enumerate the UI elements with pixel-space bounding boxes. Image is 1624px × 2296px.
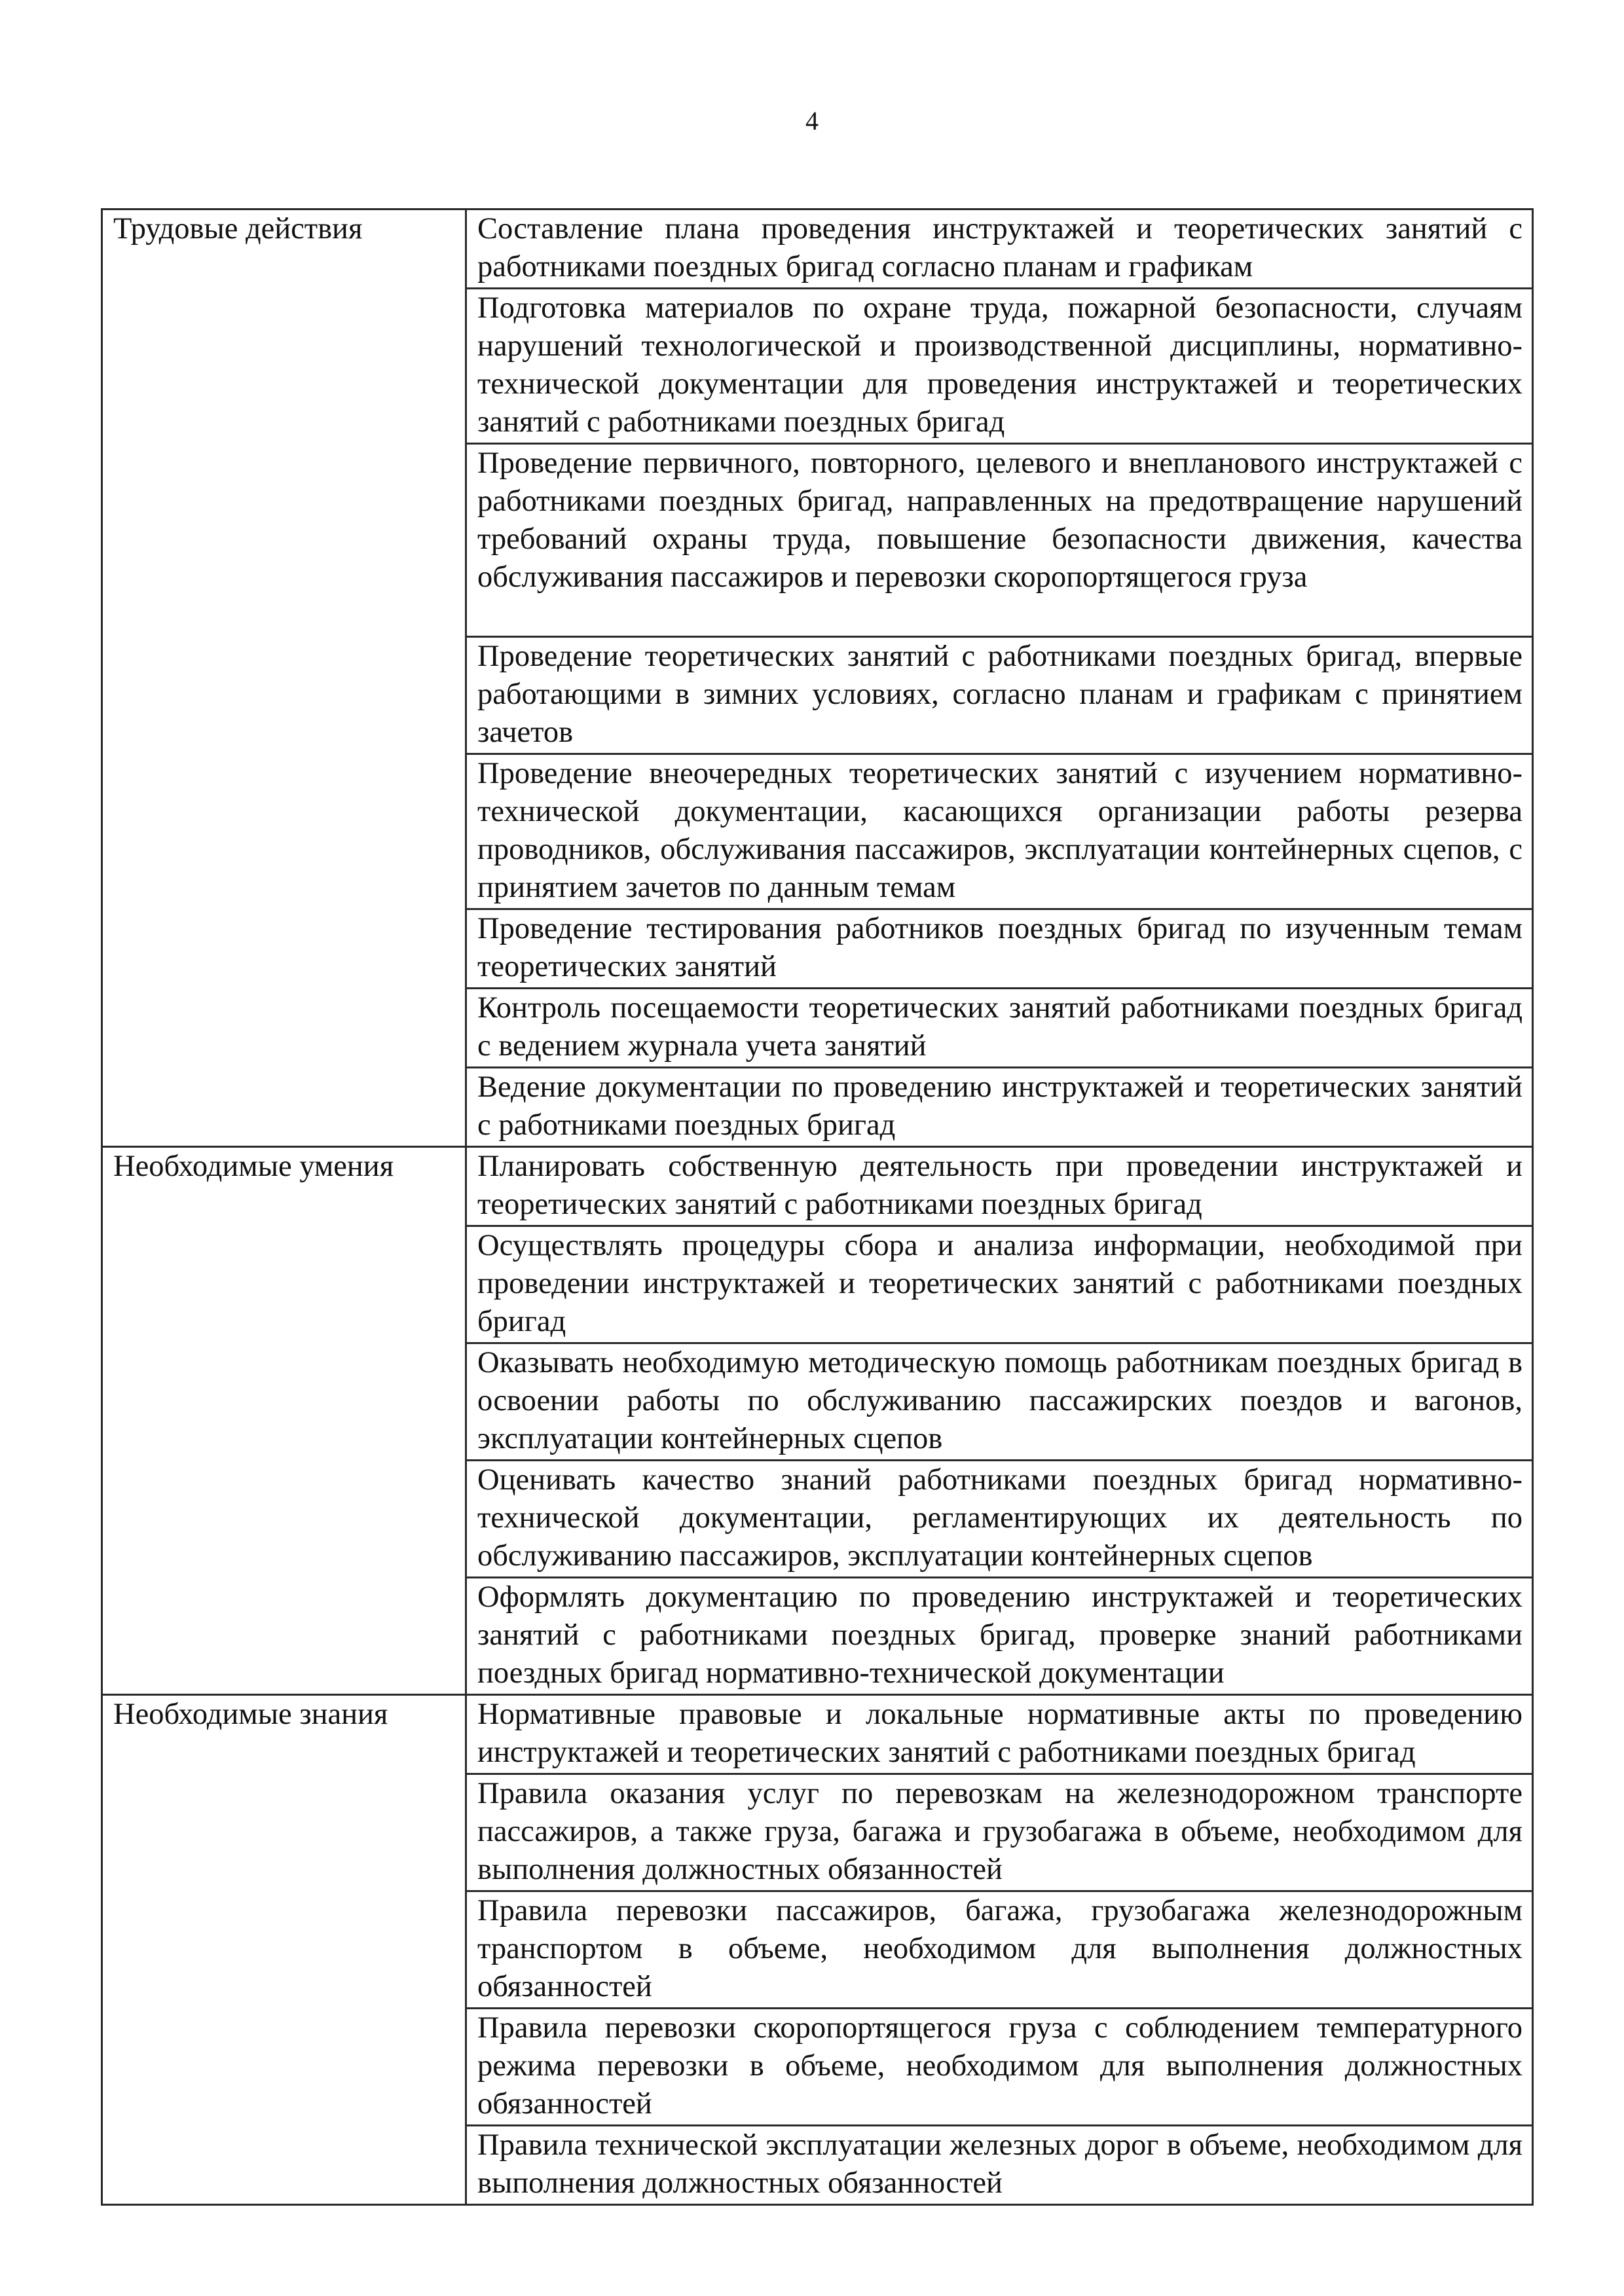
- table-cell: Проведение тестирования работников поездных бригад по изученным темам теоретических занятий: [466, 909, 1533, 989]
- table-cell: Проведение первичного, повторного, целевого и внепланового инструктажей с работниками поездных бригад, направленных на предотвращение нарушений требований охраны труда, повышение безопасности движения, качества обслуживания пассажиров и перевозки скоропортящегося груза: [466, 444, 1533, 637]
- table-cell: Проведение теоретических занятий с работниками поездных бригад, впервые работающими в зимних условиях, согласно планам и графикам с принятием зачетов: [466, 637, 1533, 754]
- table-row: [102, 210, 1533, 289]
- page-number: 4: [805, 106, 819, 136]
- table-cell: Ведение документации по проведению инструктажей и теоретических занятий с работниками поездных бригад: [466, 1068, 1533, 1147]
- table-cell: Правила оказания услуг по перевозкам на железнодорожном транспорте пассажиров, а также груза, багажа и грузобагажа в объеме, необходимом для выполнения должностных обязанностей: [466, 1774, 1533, 1891]
- qualification-table: [101, 208, 1534, 2206]
- table-cell: Правила перевозки скоропортящегося груза с соблюдением температурного режима перевозки в объеме, необходимом для выполнения должностных обязанностей: [466, 2009, 1533, 2126]
- section-label-labor-actions: Трудовые действия: [102, 210, 466, 1147]
- table-cell: Проведение внеочередных теоретических занятий с изучением нормативно-технической документации, касающихся организации работы резерва проводников, обслуживания пассажиров, эксплуатации контейнерных сцепов, с принятием зачетов по данным темам: [466, 754, 1533, 909]
- table-row: [102, 1695, 1533, 1774]
- table-cell: Нормативные правовые и локальные нормативные акты по проведению инструктажей и теоретических занятий с работниками поездных бригад: [466, 1695, 1533, 1774]
- section-label-required-skills: Необходимые умения: [102, 1147, 466, 1695]
- table-cell: Оформлять документацию по проведению инструктажей и теоретических занятий с работниками поездных бригад, проверке знаний работниками поездных бригад нормативно-технической документации: [466, 1578, 1533, 1695]
- table-cell: Правила перевозки пассажиров, багажа, грузобагажа железнодорожным транспортом в объеме, необходимом для выполнения должностных обязанностей: [466, 1891, 1533, 2009]
- table-cell: Осуществлять процедуры сбора и анализа информации, необходимой при проведении инструктажей и теоретических занятий с работниками поездных бригад: [466, 1226, 1533, 1343]
- table-cell: Планировать собственную деятельность при проведении инструктажей и теоретических занятий с работниками поездных бригад: [466, 1147, 1533, 1226]
- section-label-required-knowledge: Необходимые знания: [102, 1695, 466, 2205]
- table-cell: Оценивать качество знаний работниками поездных бригад нормативно-технической документации, регламентирующих их деятельность по обслуживанию пассажиров, эксплуатации контейнерных сцепов: [466, 1461, 1533, 1578]
- table-cell: Контроль посещаемости теоретических занятий работниками поездных бригад с ведением журнала учета занятий: [466, 989, 1533, 1068]
- table-row: [102, 1147, 1533, 1226]
- table-cell: Правила технической эксплуатации железных дорог в объеме, необходимом для выполнения должностных обязанностей: [466, 2126, 1533, 2205]
- table-cell: Подготовка материалов по охране труда, пожарной безопасности, случаям нарушений технологической и производственной дисциплины, нормативно-технической документации для проведения инструктажей и теоретических занятий с работниками поездных бригад: [466, 289, 1533, 444]
- table-cell: Оказывать необходимую методическую помощь работникам поездных бригад в освоении работы по обслуживанию пассажирских поездов и вагонов, эксплуатации контейнерных сцепов: [466, 1343, 1533, 1461]
- table-cell: Составление плана проведения инструктажей и теоретических занятий с работниками поездных бригад согласно планам и графикам: [466, 210, 1533, 289]
